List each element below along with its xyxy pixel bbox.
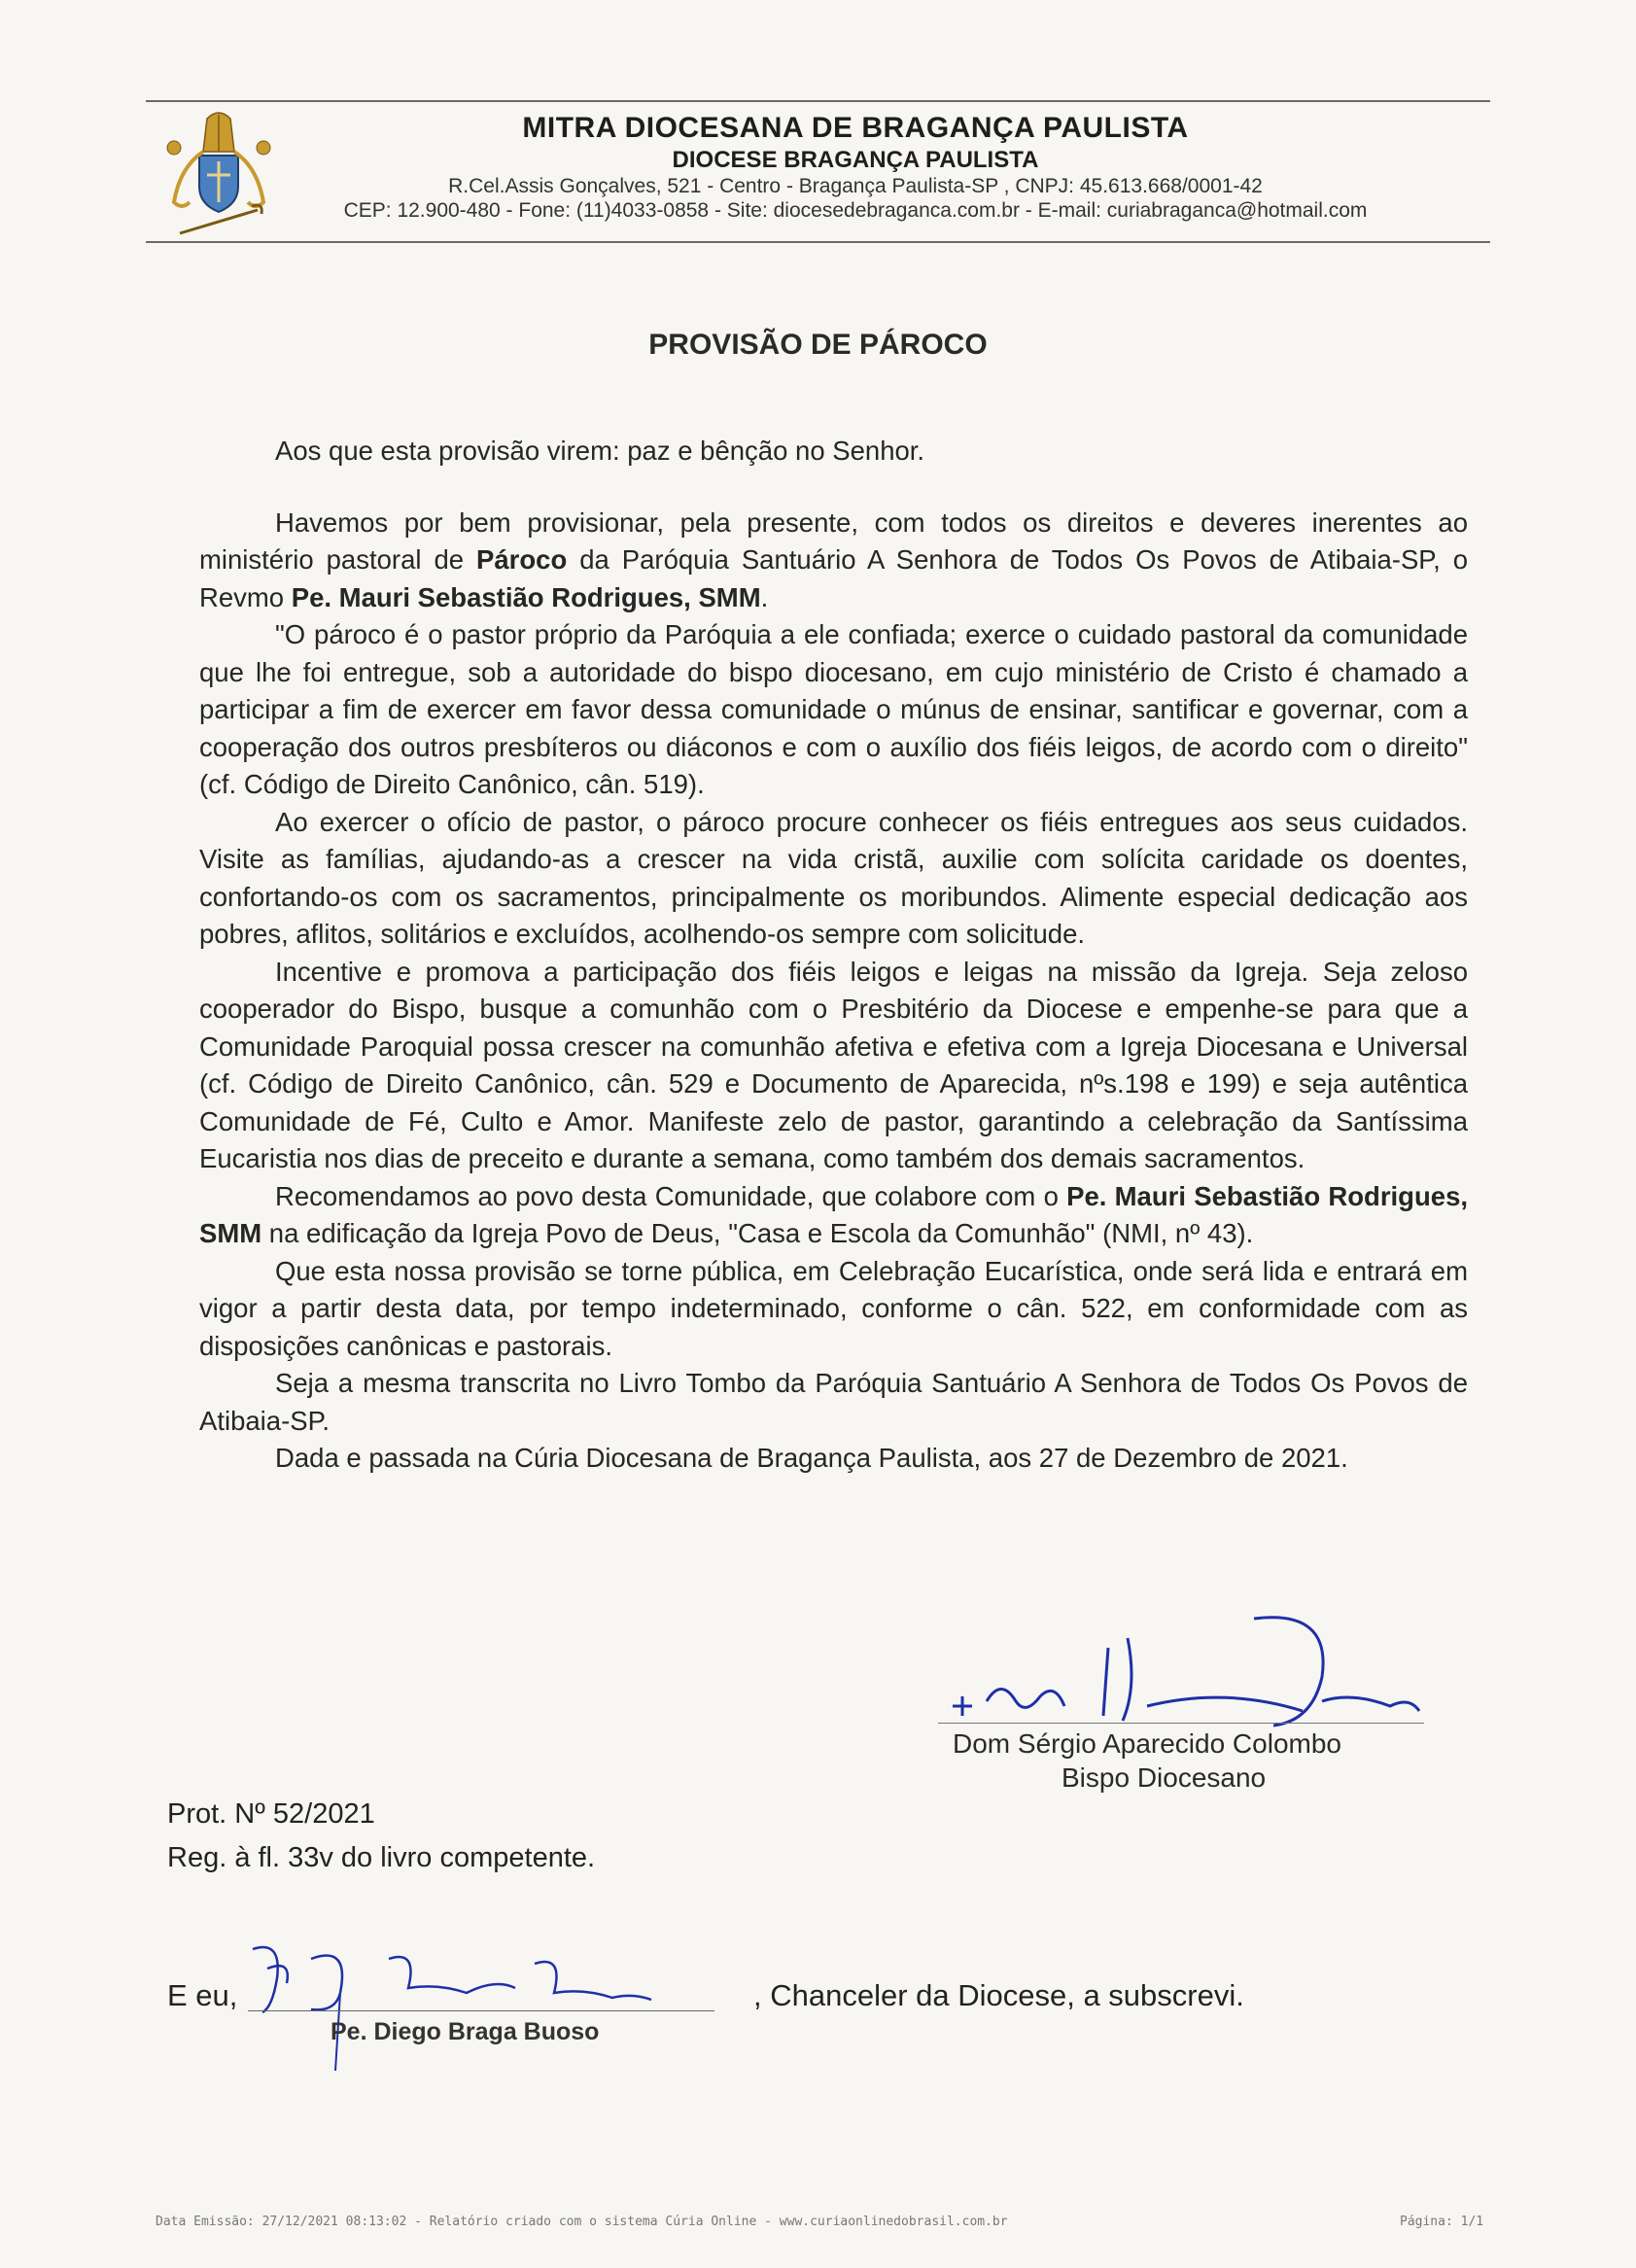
chancellor-signature-icon xyxy=(243,1939,661,2076)
footer-emission-info: Data Emissão: 27/12/2021 08:13:02 - Relatório criado com o sistema Cúria Online - www.curiaonlinedobrasil.com.br xyxy=(156,2215,1008,2229)
bishop-name: Dom Sérgio Aparecido Colombo xyxy=(953,1728,1341,1759)
chancellor-signature-line xyxy=(248,2010,714,2011)
p5-text-a: Recomendamos ao povo desta Comunidade, que colabore com o xyxy=(275,1180,1067,1211)
registration-note: Reg. à fl. 33v do livro competente. xyxy=(167,1842,596,1873)
p5-text-c: na edificação da Igreja Povo de Deus, "Casa e Escola da Comunhão" (NMI, nº 43). xyxy=(261,1218,1254,1248)
greeting-paragraph: Aos que esta provisão virem: paz e bênção no Senhor. xyxy=(275,436,925,466)
paragraph-lay-participation: Incentive e promova a participação dos fiéis leigos e leigas na missão da Igreja. Seja zeloso cooperador do Bispo, busque a comunhão com o Presbitério da Diocese e empenhe-se para que a Comunidade Paroquial possa crescer na comunhão afetiva e efetiva com a Igreja Diocesana e Universal (cf. Código de Direito Canônico, cân. 529 e Documento de Aparecida, nºs.198 e 199) e seja autêntica Comunidade de Fé, Culto e Amor. Manifeste zelo de pastor, garantindo a celebração da Santíssima Eucaristia nos dias de preceito e durante a semana, como também dos demais sacramentos. xyxy=(199,956,1468,1173)
document-title: PROVISÃO DE PÁROCO xyxy=(648,329,988,361)
bishop-role: Bispo Diocesano xyxy=(1062,1762,1267,1793)
header-top-rule xyxy=(146,100,1490,102)
p1-text-e: . xyxy=(760,581,769,612)
header-contact: CEP: 12.900-480 - Fone: (11)4033-0858 - Site: diocesedebraganca.com.br - E-mail: curiabraganca@hotmail.com xyxy=(343,199,1368,222)
paragraph-pastor-duties: Ao exercer o ofício de pastor, o pároco procure conhecer os fiéis entregues aos seus cuidados. Visite as famílias, ajudando-as a crescer na vida cristã, auxilie com solícita caridade os doentes, confortando-os com os sacramentos, principalmente os moribundos. Alimente especial dedicação aos pobres, aflitos, solitários e excluídos, acolhendo-os sempre com solicitude. xyxy=(199,806,1468,949)
p1-text-a: Havemos por bem provisionar, pela presente, com todos os direitos e deveres inerentes ao ministério pastoral de xyxy=(199,506,1468,575)
chancellor-name: Pe. Diego Braga Buoso xyxy=(331,2018,600,2045)
document-body xyxy=(199,433,1468,1478)
p1-role: Pároco xyxy=(476,544,568,575)
header-title: MITRA DIOCESANA DE BRAGANÇA PAULISTA xyxy=(522,112,1189,144)
paragraph-provision xyxy=(199,505,1468,617)
header-subtitle: DIOCESE BRAGANÇA PAULISTA xyxy=(672,147,1039,173)
bishop-signature-icon xyxy=(933,1609,1458,1730)
paragraph-date-place: Dada e passada na Cúria Diocesana de Bragança Paulista, aos 27 de Dezembro de 2021. xyxy=(275,1443,1348,1473)
footer-page-number: Página: 1/1 xyxy=(1400,2215,1484,2229)
p1-text-c: da Paróquia Santuário A Senhora de Todos Os Povos de Atibaia-SP, o Revmo xyxy=(199,544,1468,612)
header-bottom-rule xyxy=(146,241,1490,243)
diocese-crest-icon xyxy=(160,109,277,235)
header-address: R.Cel.Assis Gonçalves, 521 - Centro - Bragança Paulista-SP , CNPJ: 45.613.668/0001-42 xyxy=(448,175,1263,197)
p1-priest-name: Pe. Mauri Sebastião Rodrigues, SMM xyxy=(291,581,761,612)
paragraph-recommendation xyxy=(199,1178,1468,1253)
p5-priest-name: Pe. Mauri Sebastião Rodrigues, SMM xyxy=(199,1180,1469,1248)
bishop-signature-line xyxy=(938,1723,1424,1724)
paragraph-transcription: Seja a mesma transcrita no Livro Tombo da Paróquia Santuário A Senhora de Todos Os Povos de Atibaia-SP. xyxy=(199,1368,1468,1436)
chancellor-prefix: E eu, xyxy=(167,1978,238,2012)
protocol-number: Prot. Nº 52/2021 xyxy=(167,1798,375,1830)
paragraph-canon-quote: "O pároco é o pastor próprio da Paróquia a ele confiada; exerce o cuidado pastoral da comunidade que lhe foi entregue, sob a autoridade do bispo diocesano, em cujo ministério de Cristo é chamado a participar a fim de exercer em favor dessa comunidade o múnus de ensinar, santificar e governar, com a cooperação dos outros presbíteros ou diáconos e com o auxílio dos fiéis leigos, de acordo com o direito" (cf. Código de Direito Canônico, cân. 519). xyxy=(199,619,1468,799)
paragraph-publication: Que esta nossa provisão se torne pública, em Celebração Eucarística, onde será lida e entrará em vigor a partir desta data, por tempo indeterminado, conforme o cân. 522, em conformidade com as disposições canônicas e pastorais. xyxy=(199,1255,1468,1361)
chancellor-suffix: , Chanceler da Diocese, a subscrevi. xyxy=(753,1978,1244,2012)
